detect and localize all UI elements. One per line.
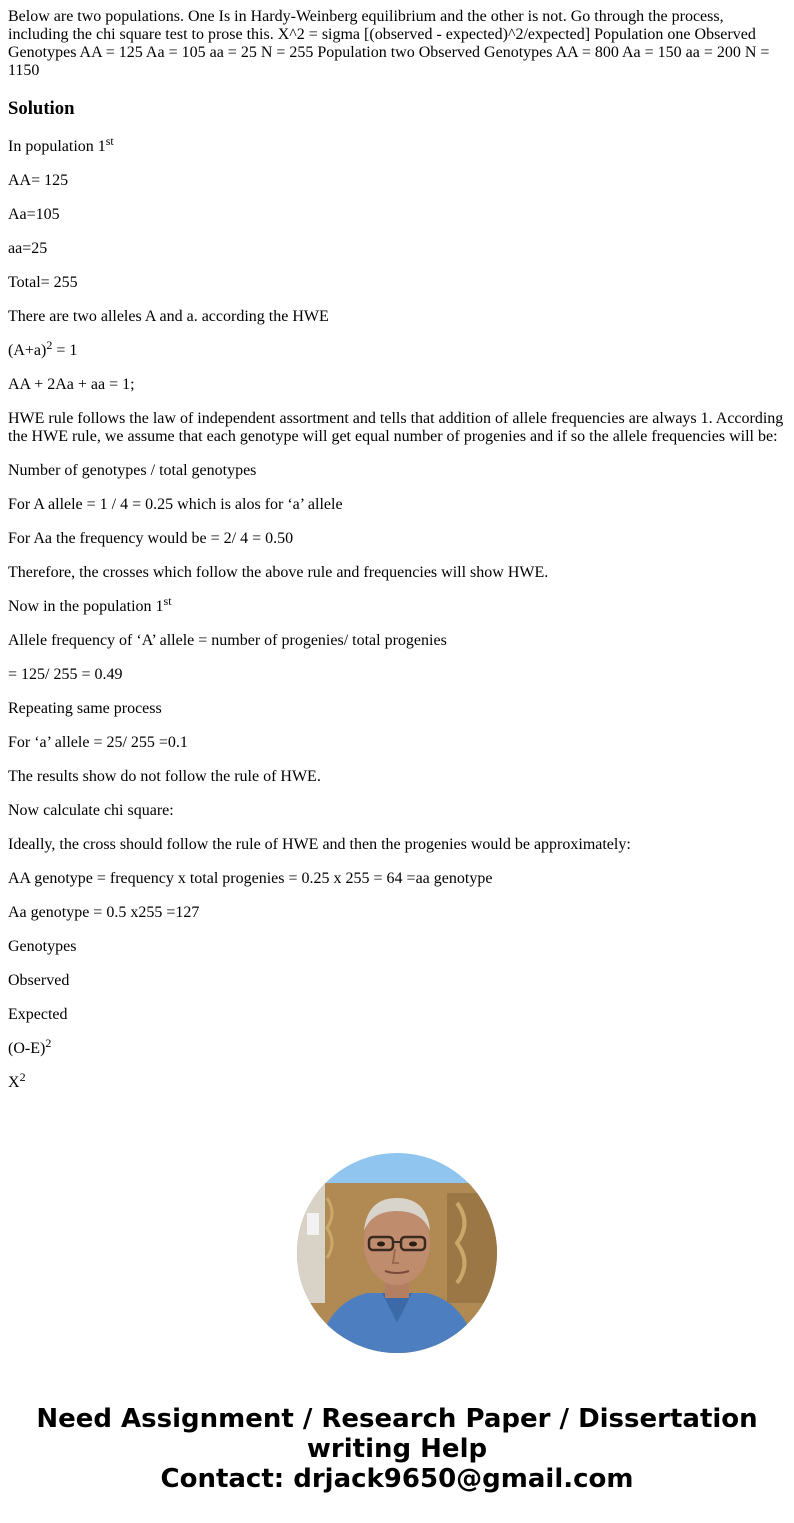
total-line: Total= 255 <box>8 274 78 291</box>
now-population-one-line <box>8 594 786 616</box>
expected-header: Expected <box>8 1006 68 1023</box>
for-a-allele-line: For ‘a’ allele = 25/ 255 =0.1 <box>8 734 188 751</box>
equation-one-base: (A+a) <box>8 342 47 359</box>
footer-line-1: Need Assignment / Research Paper / Dissertation <box>36 1404 758 1434</box>
equation-one-rhs: = 1 <box>52 342 78 359</box>
for-Aa-line: For Aa the frequency would be = 2/ 4 = 0.50 <box>8 530 294 547</box>
AA-genotype-expected-line: AA genotype = frequency x total progenies = 0.25 x 255 = 64 =aa genotype <box>8 870 493 887</box>
exponent: 2 <box>46 338 53 352</box>
ideally-line: Ideally, the cross should follow the rule of HWE and then the progenies would be approximately: <box>8 836 631 853</box>
repeating-line: Repeating same process <box>8 700 162 717</box>
document-body <box>8 8 786 1108</box>
footer-line-2: writing Help <box>306 1434 488 1464</box>
tutor-photo <box>297 1153 497 1353</box>
oe-squared-header <box>8 1036 786 1058</box>
tutor-avatar <box>297 1153 497 1353</box>
genotype-aa-line: aa=25 <box>8 240 48 257</box>
x-base: X <box>8 1074 20 1091</box>
solution-heading: Solution <box>8 98 75 119</box>
genotype-Aa-line: Aa=105 <box>8 206 60 223</box>
population-one-line <box>8 134 786 156</box>
population-one-text: In population 1 <box>8 138 106 155</box>
for-A-allele-line: For A allele = 1 / 4 = 0.25 which is alos for ‘a’ allele <box>8 496 343 513</box>
number-genotypes-line: Number of genotypes / total genotypes <box>8 462 257 479</box>
calculation-line: = 125/ 255 = 0.49 <box>8 666 123 683</box>
chi-squared-header <box>8 1070 786 1092</box>
footer-banner <box>0 1404 794 1494</box>
genotypes-header: Genotypes <box>8 938 77 955</box>
exponent: 2 <box>19 1070 26 1084</box>
therefore-line: Therefore, the crosses which follow the above rule and frequencies will show HWE. <box>8 564 549 581</box>
equation-two: AA + 2Aa + aa = 1; <box>8 376 135 393</box>
two-alleles-line: There are two alleles A and a. according the HWE <box>8 308 329 325</box>
exponent: 2 <box>45 1036 52 1050</box>
chi-square-line: Now calculate chi square: <box>8 802 174 819</box>
equation-one <box>8 338 786 360</box>
ordinal-suffix: st <box>105 134 114 148</box>
hwe-rule-paragraph: HWE rule follows the law of independent assortment and tells that addition of allele frequencies are always 1. According the HWE rule, we assume that each genotype will get equal number of progenies and if so the allele frequencies will be: <box>8 410 784 445</box>
allele-frequency-line: Allele frequency of ‘A’ allele = number of progenies/ total progenies <box>8 632 447 649</box>
Aa-genotype-expected-line: Aa genotype = 0.5 x255 =127 <box>8 904 200 921</box>
results-line: The results show do not follow the rule of HWE. <box>8 768 321 785</box>
question-text: Below are two populations. One Is in Hardy-Weinberg equilibrium and the other is not. Go through the process, including the chi square test to prose this. X^2 = sigma [(observed - expected)^2/expected] Population one Observed Genotypes AA = 125 Aa = 105 aa = 25 N = 255 Population two Observed Genotypes AA = 800 Aa = 150 aa = 200 N = 1150 <box>8 8 770 79</box>
oe-base: (O-E) <box>8 1040 46 1057</box>
genotype-AA-line: AA= 125 <box>8 172 69 189</box>
observed-header: Observed <box>8 972 70 989</box>
now-population-one-text: Now in the population 1 <box>8 598 164 615</box>
footer-contact: Contact: drjack9650@gmail.com <box>160 1464 634 1494</box>
ordinal-suffix: st <box>163 594 172 608</box>
